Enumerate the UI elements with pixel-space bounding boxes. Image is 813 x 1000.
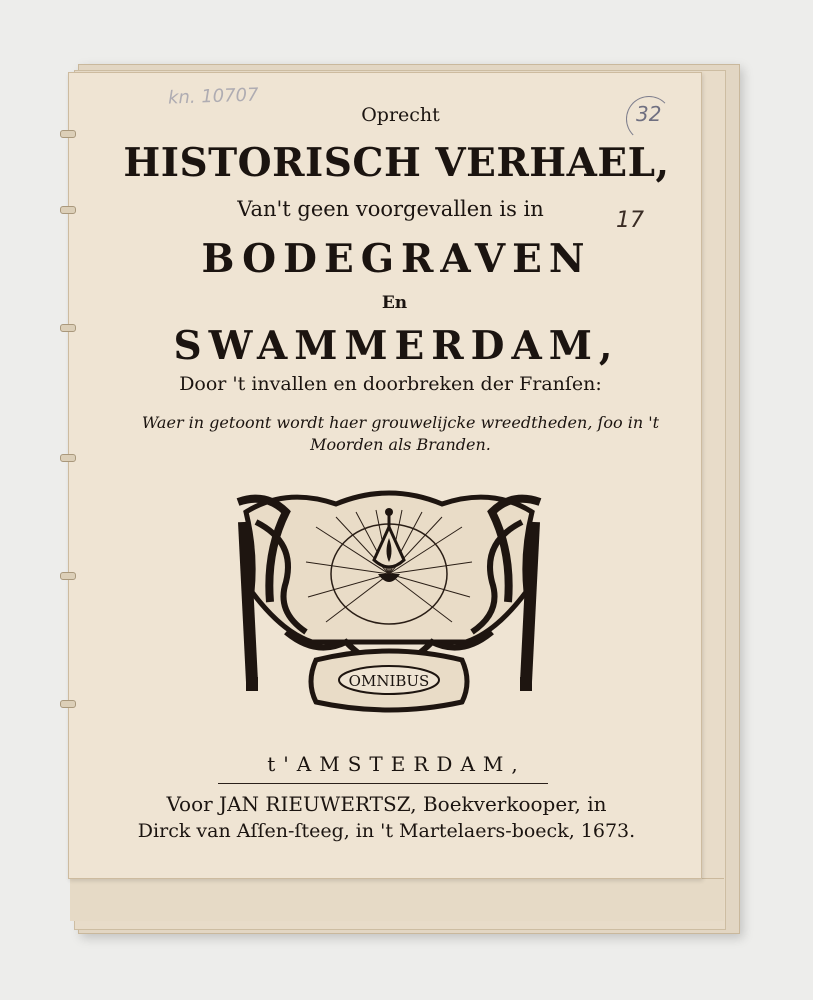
title-italic-subtitle bbox=[0, 412, 807, 456]
title-bodegraven: BODEGRAVEN bbox=[201, 236, 592, 282]
imprint-city: t'AMSTERDAM, bbox=[267, 752, 526, 776]
title-en: En bbox=[381, 293, 408, 313]
title-door: Door 't invallen en doorbreken der Franſen: bbox=[179, 373, 602, 395]
title-vant-geen: Van't geen voorgevallen is in bbox=[237, 197, 544, 221]
motto-text: OMNIBUS bbox=[348, 672, 430, 690]
imprint-line-2: Dirck van Aſſen-ſteeg, in 't Martelaers-boeck, 1673. bbox=[137, 820, 636, 842]
pamphlet-bottom-edge bbox=[70, 878, 724, 921]
imprint-rule bbox=[218, 783, 548, 784]
pencil-shelfmark: kn. 10707 bbox=[167, 84, 259, 109]
title-swammerdam: SWAMMERDAM, bbox=[173, 323, 620, 369]
pencil-number: 32 bbox=[636, 102, 662, 126]
ink-number: 17 bbox=[616, 208, 644, 233]
title-oprecht: Oprecht bbox=[361, 104, 440, 126]
binding-stitch bbox=[60, 572, 76, 580]
printers-device-woodcut bbox=[226, 482, 552, 718]
binding-stitch bbox=[60, 130, 76, 138]
binding-stitch bbox=[60, 700, 76, 708]
subtitle-line-2: Moorden als Branden. bbox=[310, 435, 491, 454]
title-historisch-verhael: HISTORISCH VERHAEL, bbox=[123, 140, 670, 186]
subtitle-line-1: Waer in getoont wordt haer grouwelijcke wreedtheden, ſoo in 't bbox=[141, 413, 660, 432]
imprint-line-1: Voor JAN RIEUWERTSZ, Boekverkooper, in bbox=[166, 792, 607, 816]
